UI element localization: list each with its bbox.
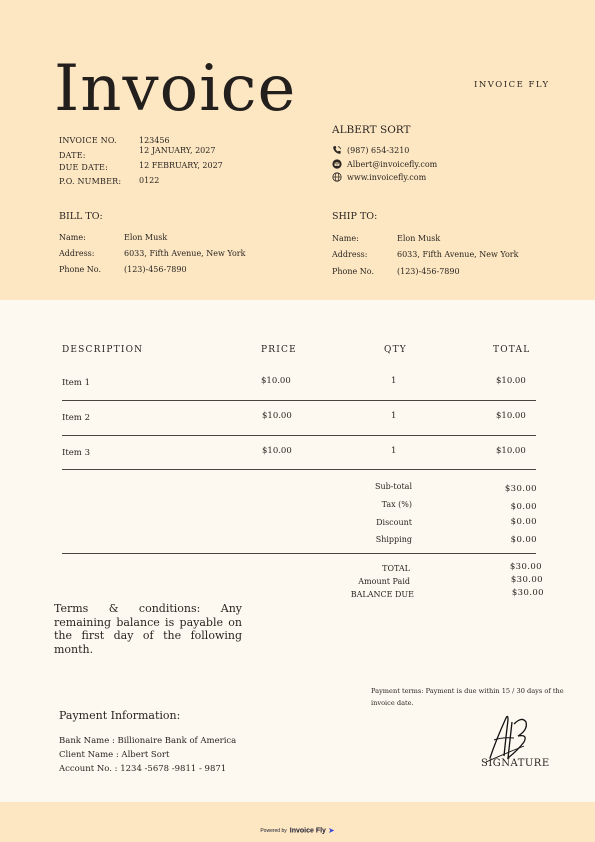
ship-to-phone-label: Phone No.	[332, 267, 374, 276]
powered-by-label: Powered by	[260, 827, 287, 834]
invoice-no-value: 123456	[139, 136, 170, 145]
summary-divider	[62, 553, 536, 554]
sender-phone-row	[332, 145, 409, 155]
total-value: $30.00	[509, 562, 542, 572]
total-label: TOTAL	[382, 564, 410, 573]
sender-email-row	[332, 159, 437, 169]
terms-and-conditions: Terms & conditions: Any remaining balance is payable on the first day of the following month.	[54, 602, 242, 656]
date-value: 12 JANUARY, 2027	[139, 146, 216, 155]
invoice-title: Invoice	[54, 52, 297, 126]
item-total: $10.00	[496, 411, 526, 421]
account-number: Account No. : 1234 -5678 -9811 - 9871	[59, 764, 227, 774]
email-icon	[332, 159, 342, 169]
row-divider	[62, 400, 536, 401]
sender-email[interactable]: Albert@invoicefly.com	[347, 159, 438, 169]
client-name: Client Name : Albert Sort	[59, 750, 170, 760]
discount-label: Discount	[376, 518, 412, 527]
item-description: Item 3	[62, 448, 90, 458]
bill-to-address-label: Address:	[59, 249, 95, 258]
ship-to-name-label: Name:	[332, 234, 359, 243]
ship-to-name: Elon Musk	[397, 234, 441, 243]
item-qty: 1	[391, 411, 397, 421]
shipping-label: Shipping	[375, 535, 412, 544]
ship-to-address: 6033, Fifth Avenue, New York	[397, 250, 519, 259]
item-price: $10.00	[262, 411, 292, 421]
item-description: Item 1	[62, 378, 90, 388]
po-number-value: 0122	[139, 176, 160, 185]
invoice-fly-logo-icon: ➤	[327, 826, 335, 836]
amount-paid-value: $30.00	[510, 575, 543, 585]
item-total: $10.00	[496, 446, 526, 456]
ship-to-address-label: Address:	[332, 250, 368, 259]
po-number-label: P.O. NUMBER:	[59, 177, 122, 186]
subtotal-label: Sub-total	[374, 482, 412, 491]
bill-to-address: 6033, Fifth Avenue, New York	[124, 249, 246, 258]
sender-website-row	[332, 172, 426, 182]
phone-icon	[332, 145, 342, 155]
item-total: $10.00	[496, 376, 526, 386]
brand-name: INVOICE FLY	[474, 80, 550, 90]
column-header-qty: QTY	[384, 345, 407, 355]
item-qty: 1	[391, 446, 397, 456]
sender-phone: (987) 654-3210	[347, 145, 410, 155]
sender-name: ALBERT SORT	[332, 124, 411, 136]
row-divider	[62, 469, 536, 470]
column-header-description: DESCRIPTION	[62, 345, 144, 355]
column-header-total: TOTAL	[493, 345, 531, 355]
bill-to-heading: BILL TO:	[59, 211, 103, 222]
tax-value: $0.00	[510, 502, 537, 512]
subtotal-value: $30.00	[504, 484, 537, 494]
shipping-value: $0.00	[510, 535, 537, 545]
footer-brand: Invoice Fly	[289, 827, 326, 835]
footer-band	[0, 802, 595, 842]
tax-label: Tax (%)	[381, 500, 412, 509]
discount-value: $0.00	[510, 517, 537, 527]
balance-due-label: BALANCE DUE	[350, 590, 414, 599]
bank-name: Bank Name : Billionaire Bank of America	[59, 736, 237, 746]
globe-icon	[332, 172, 342, 182]
powered-by	[0, 826, 595, 835]
ship-to-heading: SHIP TO:	[332, 211, 378, 222]
due-date-label: DUE DATE:	[59, 163, 108, 172]
column-header-price: PRICE	[261, 345, 297, 355]
row-divider	[62, 435, 536, 436]
date-label: DATE:	[59, 151, 86, 160]
balance-due-value: $30.00	[511, 588, 544, 598]
item-qty: 1	[391, 376, 397, 386]
invoice-no-label: INVOICE NO.	[59, 136, 117, 145]
payment-info-heading: Payment Information:	[59, 709, 181, 722]
item-price: $10.00	[262, 446, 292, 456]
item-price: $10.00	[261, 376, 291, 386]
bill-to-name-label: Name:	[59, 233, 86, 242]
signature-label: SIGNATURE	[481, 758, 550, 769]
bill-to-phone: (123)-456-7890	[124, 265, 187, 274]
payment-terms: Payment terms: Payment is due within 15 / 30 days of the invoice date.	[371, 687, 564, 707]
amount-paid-label: Amount Paid	[358, 577, 410, 586]
bill-to-name: Elon Musk	[124, 233, 168, 242]
sender-website[interactable]: www.invoicefly.com	[347, 172, 427, 182]
due-date-value: 12 FEBRUARY, 2027	[139, 161, 223, 170]
bill-to-phone-label: Phone No.	[59, 265, 101, 274]
ship-to-phone: (123)-456-7890	[397, 267, 460, 276]
item-description: Item 2	[62, 413, 90, 423]
